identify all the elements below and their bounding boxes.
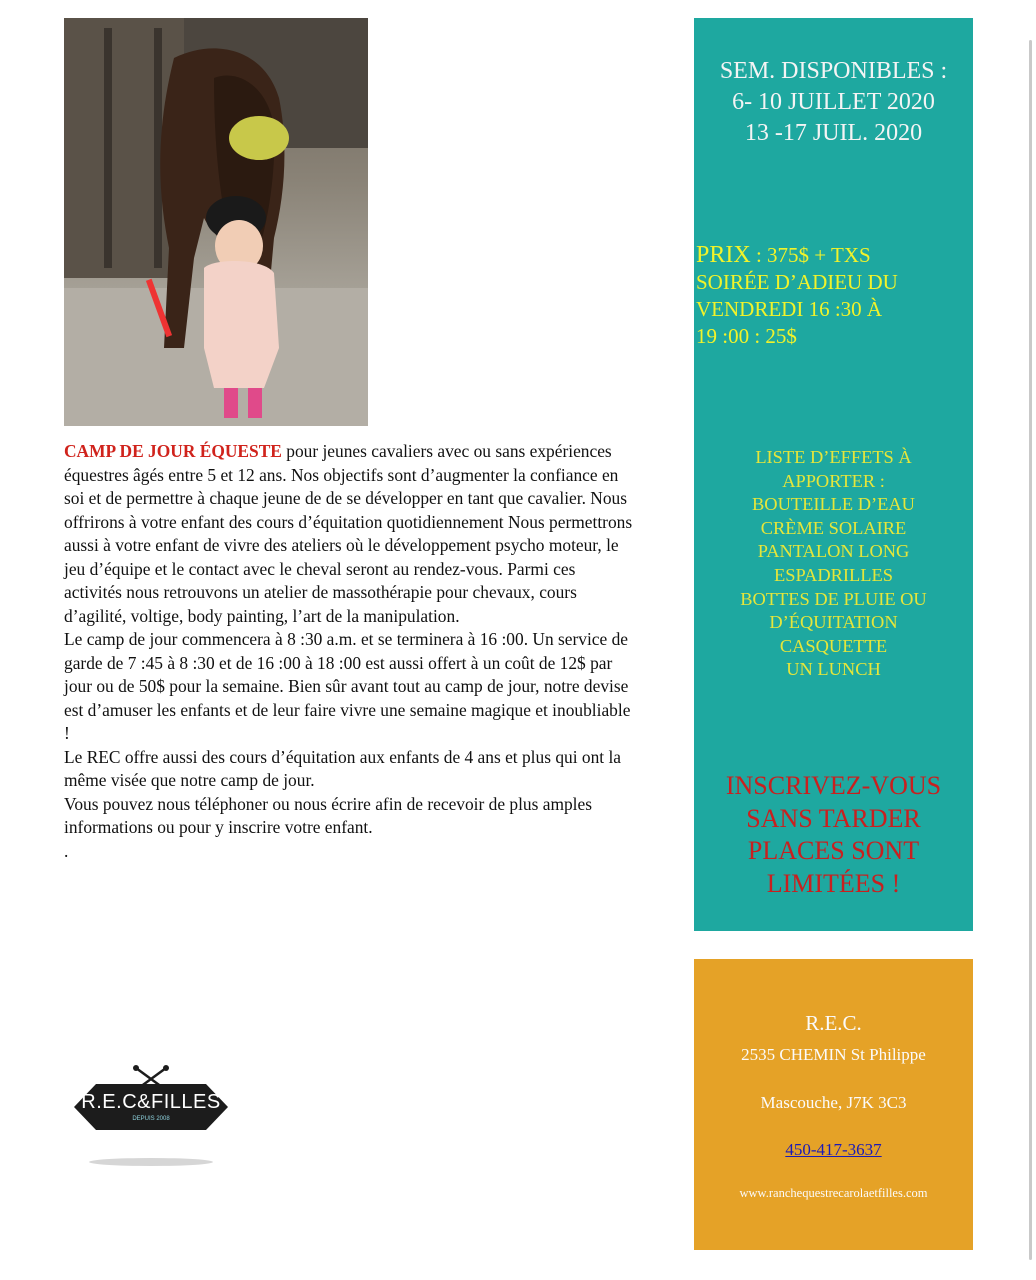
paragraph-4: Vous pouvez nous téléphoner ou nous écrire afin de recevoir de plus amples informations ou pour y inscrire votre enfant.: [64, 793, 593, 837]
list-item: UN LUNCH: [786, 659, 881, 680]
list-item: ESPADRILLES: [774, 564, 893, 585]
scrollbar[interactable]: [1029, 40, 1032, 1260]
contact-box: [694, 959, 973, 1250]
paragraph-2: Le camp de jour commencera à 8 :30 a.m. et se terminera à 16 :00. Un service de garde de 7 :45 à 8 :30 et de 16 :00 à 18 :00 est aussi offert à un coût de 12$ par jour ou de 50$ pour la semaine. Bien sûr avant tout au camp de jour, notre devise est d’amuser les enfants et de leur faire vivre une semaine magique et inoubliable !: [64, 629, 631, 743]
horse-child-photo: [64, 18, 368, 426]
available-weeks: [694, 56, 973, 149]
paragraph-3: Le REC offre aussi des cours d’équitation aux enfants de 4 ans et plus qui ont la même visée que notre camp de jour.: [64, 746, 622, 790]
list-item: CRÈME SOLAIRE: [760, 517, 907, 538]
price-block: [696, 242, 971, 350]
rec-filles-logo: [66, 1062, 236, 1172]
week-1: 6- 10 JUILLET 2020: [732, 89, 935, 115]
phone-link[interactable]: 450-417-3637: [785, 1140, 882, 1159]
org-name: R.E.C.: [805, 1011, 862, 1035]
list-item: BOUTEILLE D’EAU: [752, 494, 915, 515]
logo-text: R.E.C&FILLES: [81, 1091, 221, 1113]
address: 2535 CHEMIN St Philippe: [741, 1045, 926, 1064]
week-2: 13 -17 JUIL. 2020: [744, 120, 923, 146]
paragraph-1: [64, 440, 634, 628]
camp-title: CAMP DE JOUR ÉQUESTE: [64, 441, 282, 461]
paragraph-1-text: pour jeunes cavaliers avec ou sans expériences équestres âgés entre 5 et 12 ans. Nos objectifs sont d’augmenter la confiance en soi et de permettre à chaque jeune de de se développer en tant que cavalier. Nous offrirons à votre enfant des cours d’équitation quotidiennement Nous permettrons aussi à votre enfant de vivre des ateliers où le développement psycho moteur, le jeu d’équipe et le contact avec le cheval seront au rendez-vous. Parmi ces activités nous retrouvons un atelier de massothérapie pour chevaux, cours d’agilité, voltige, body painting, l’art de la manipulation.: [64, 441, 633, 626]
list-item: BOTTES DE PLUIE OU: [740, 588, 927, 609]
items-list: [694, 446, 973, 682]
list-item: LISTE D’EFFETS À: [755, 447, 912, 467]
list-item: D’ÉQUITATION: [769, 612, 898, 633]
camp-description: [64, 440, 634, 863]
callout-line: LIMITÉES !: [766, 868, 901, 898]
info-sidebar: [694, 18, 973, 931]
register-callout: [694, 770, 973, 900]
callout-line: SANS TARDER: [746, 803, 921, 833]
website: www.ranchequestrecarolaetfilles.com: [739, 1186, 928, 1200]
paragraph-5: .: [64, 840, 69, 861]
farewell-line-2: VENDREDI 16 :30 À: [696, 297, 883, 321]
list-item: APPORTER :: [782, 470, 885, 491]
farewell-line-1: SOIRÉE D’ADIEU DU: [696, 270, 898, 294]
callout-line: PLACES SONT: [747, 836, 920, 865]
price-value: : 375$ + TXS: [750, 243, 871, 267]
list-item: PANTALON LONG: [757, 541, 910, 562]
city: Mascouche, J7K 3C3: [760, 1093, 907, 1112]
price-label: PRIX: [696, 242, 751, 268]
weeks-heading: SEM. DISPONIBLES :: [719, 58, 948, 84]
logo-subtext: DEPUIS 2008: [132, 1116, 170, 1122]
farewell-line-3: 19 :00 : 25$: [696, 324, 797, 348]
callout-line: INSCRIVEZ-VOUS: [725, 771, 942, 800]
list-item: CASQUETTE: [779, 635, 888, 656]
